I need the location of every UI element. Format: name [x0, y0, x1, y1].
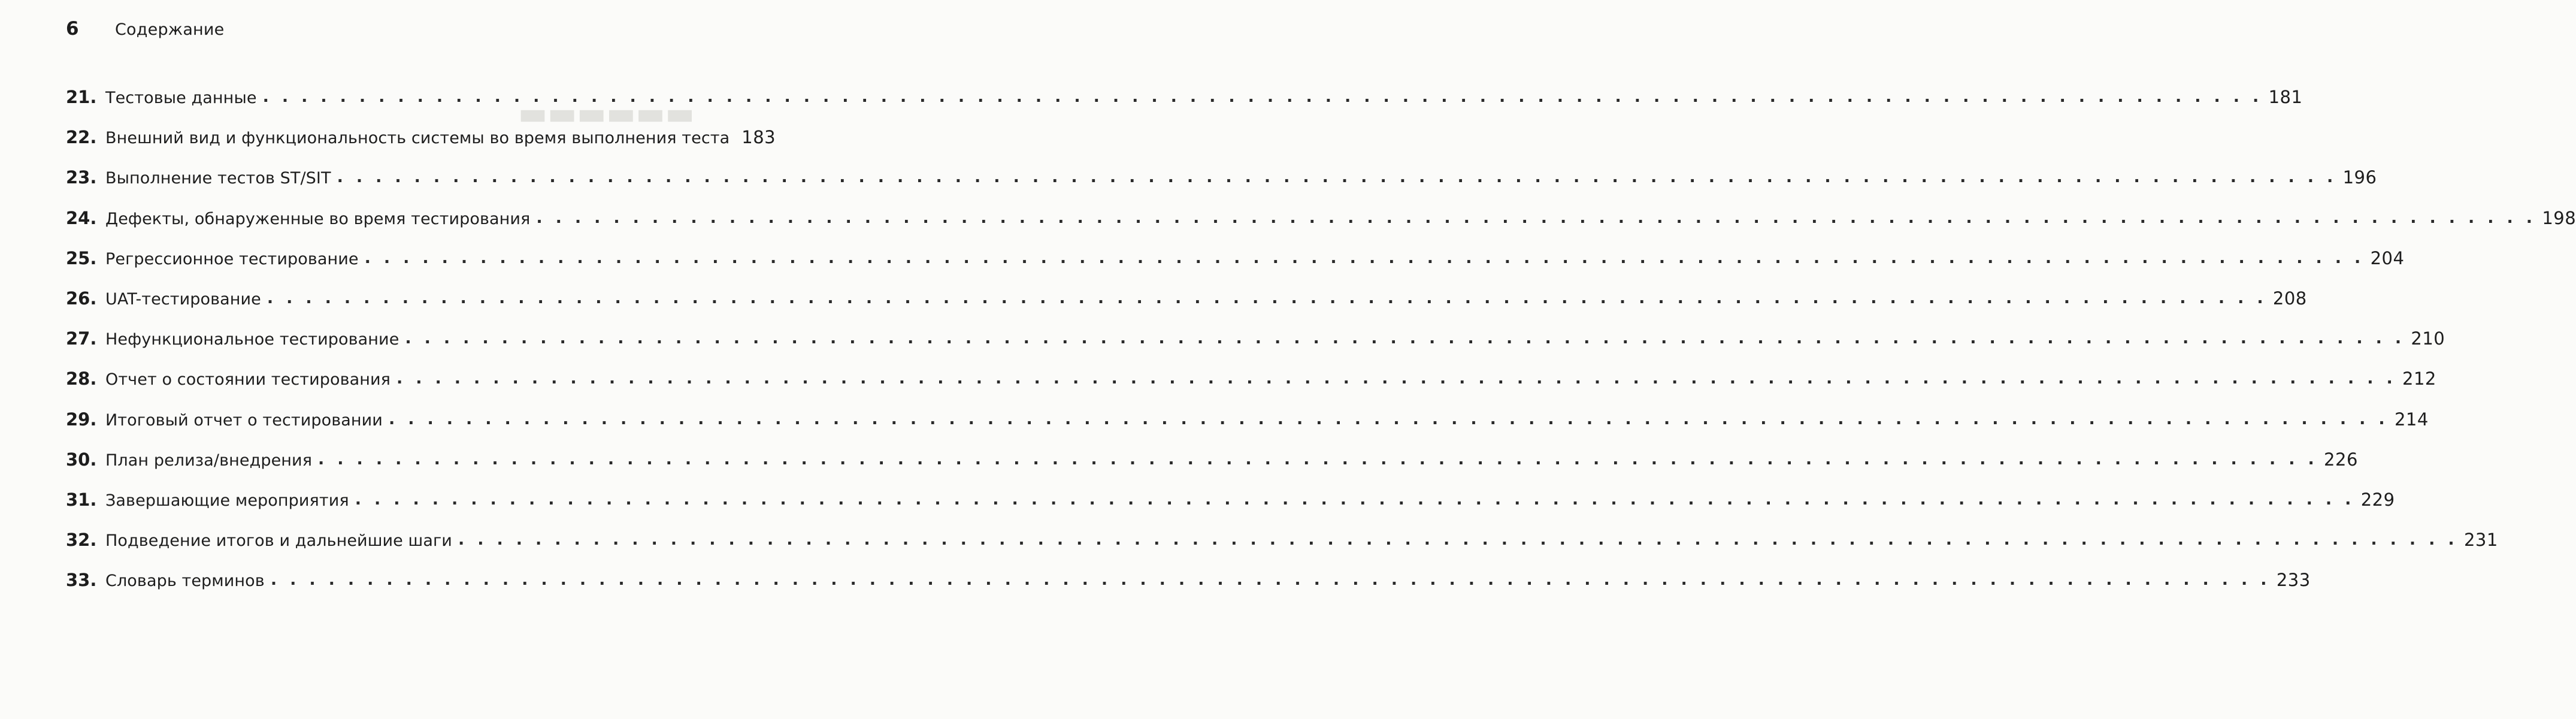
chapter-title: Регрессионное тестирование: [105, 249, 359, 268]
toc-entry-27: [66, 325, 2445, 365]
dot-leader: . . . . . . . . . . . . . . . . . . . . . . . . . . . . . . . . . . . . . . . . . . . . . . . . . . . . . . . . . . . . . . . . . . . . . . . . . . . . . . . . . . . . . . . . . . . . . . . . . . . . . . . .: [458, 530, 2458, 549]
toc-entry-26: [66, 285, 2307, 325]
page-ref: 196: [2342, 167, 2377, 188]
chapter-number: 21.: [66, 87, 97, 107]
toc-entry-31: [66, 487, 2395, 527]
page-ref: 183: [741, 127, 776, 148]
chapter-title: UAT-тестирование: [105, 289, 261, 309]
table-of-contents: [66, 84, 2576, 607]
chapter-number: 25.: [66, 247, 97, 268]
page-ref: 198: [2542, 207, 2576, 228]
page-ref: 214: [2394, 409, 2429, 430]
chapter-number: 27.: [66, 328, 97, 349]
dot-leader: . . . . . . . . . . . . . . . . . . . . . . . . . . . . . . . . . . . . . . . . . . . . . . . . . . . . . . . . . . . . . . . . . . . . . . . . . . . . . . . . . . . . . . . . . . . . . . . . . . . . . . . .: [364, 248, 2365, 267]
dot-leader: . . . . . . . . . . . . . . . . . . . . . . . . . . . . . . . . . . . . . . . . . . . . . . . . . . . . . . . . . . . . . . . . . . . . . . . . . . . . . . . . . . . . . . . . . . . . . . . . . . . . . . . .: [270, 570, 2271, 590]
page-ref: 231: [2463, 530, 2498, 551]
toc-entry-25: [66, 245, 2405, 285]
chapter-number: 26.: [66, 288, 97, 309]
page-ref: 181: [2268, 87, 2303, 107]
dot-leader: . . . . . . . . . . . . . . . . . . . . . . . . . . . . . . . . . . . . . . . . . . . . . . . . . . . . . . . . . . . . . . . . . . . . . . . . . . . . . . . . . . . . . . . . . . . . . . . . . . . . . . . .: [337, 168, 2337, 187]
toc-entry-24: [66, 205, 2576, 245]
show-through-decoration: ▬▬▬▬▬▬: [518, 96, 695, 132]
toc-entry-30: [66, 446, 2358, 487]
chapter-number: 24.: [66, 207, 97, 228]
toc-entry-32: [66, 527, 2498, 567]
dot-leader: . . . . . . . . . . . . . . . . . . . . . . . . . . . . . . . . . . . . . . . . . . . . . . . . . . . . . . . . . . . . . . . . . . . . . . . . . . . . . . . . . . . . . . . . . . . . . . . . . . . . . . . .: [355, 490, 2355, 509]
page-ref: 210: [2411, 328, 2445, 349]
chapter-title: Внешний вид и функциональность системы во время выполнения теста: [105, 129, 730, 148]
toc-entry-29: [66, 406, 2429, 446]
chapter-title: Нефункциональное тестирование: [105, 330, 399, 349]
chapter-number: 29.: [66, 409, 97, 430]
chapter-title: Подведение итогов и дальнейшие шаги: [105, 531, 452, 551]
toc-entry-23: [66, 164, 2377, 204]
chapter-number: 31.: [66, 489, 97, 510]
toc-entry-21: [66, 84, 2303, 124]
page-number: 6: [66, 18, 79, 40]
chapter-title: Отчет о состоянии тестирования: [105, 370, 391, 389]
page-ref: 229: [2360, 489, 2395, 510]
page-header: [66, 18, 224, 40]
chapter-title: Словарь терминов: [105, 572, 265, 591]
chapter-number: 28.: [66, 368, 97, 389]
chapter-title: Завершающие мероприятия: [105, 491, 349, 510]
dot-leader: . . . . . . . . . . . . . . . . . . . . . . . . . . . . . . . . . . . . . . . . . . . . . . . . . . . . . . . . . . . . . . . . . . . . . . . . . . . . . . . . . . . . . . . . . . . . . . . . . . . . . . . .: [405, 329, 2405, 348]
chapter-number: 23.: [66, 167, 97, 188]
toc-entry-33: [66, 567, 2311, 607]
dot-leader: . . . . . . . . . . . . . . . . . . . . . . . . . . . . . . . . . . . . . . . . . . . . . . . . . . . . . . . . . . . . . . . . . . . . . . . . . . . . . . . . . . . . . . . . . . . . . . . . . . . . . . . .: [536, 208, 2536, 227]
chapter-title: План релиза/внедрения: [105, 451, 313, 470]
page-ref: 226: [2324, 449, 2358, 470]
toc-entry-28: [66, 365, 2436, 406]
chapter-number: 33.: [66, 570, 97, 591]
chapter-title: Тестовые данные: [105, 89, 257, 107]
page-ref: 212: [2402, 368, 2436, 389]
dot-leader: . . . . . . . . . . . . . . . . . . . . . . . . . . . . . . . . . . . . . . . . . . . . . . . . . . . . . . . . . . . . . . . . . . . . . . . . . . . . . . . . . . . . . . . . . . . . . . . . . . . . . . . .: [262, 87, 2263, 106]
running-title: Содержание: [115, 20, 225, 39]
dot-leader: . . . . . . . . . . . . . . . . . . . . . . . . . . . . . . . . . . . . . . . . . . . . . . . . . . . . . . . . . . . . . . . . . . . . . . . . . . . . . . . . . . . . . . . . . . . . . . . . . . . . . . . .: [267, 288, 2267, 307]
toc-entry-22: [66, 124, 776, 164]
chapter-number: 30.: [66, 449, 97, 470]
chapter-title: Итоговый отчет о тестировании: [105, 410, 383, 430]
page-ref: 208: [2272, 288, 2307, 309]
dot-leader: . . . . . . . . . . . . . . . . . . . . . . . . . . . . . . . . . . . . . . . . . . . . . . . . . . . . . . . . . . . . . . . . . . . . . . . . . . . . . . . . . . . . . . . . . . . . . . . . . . . . . . . .: [318, 449, 2318, 469]
chapter-number: 32.: [66, 530, 97, 551]
chapter-title: Дефекты, обнаруженные во время тестирования: [105, 209, 531, 228]
chapter-number: 22.: [66, 127, 97, 148]
page-ref: 233: [2276, 570, 2311, 591]
page-ref: 204: [2370, 247, 2405, 268]
dot-leader: . . . . . . . . . . . . . . . . . . . . . . . . . . . . . . . . . . . . . . . . . . . . . . . . . . . . . . . . . . . . . . . . . . . . . . . . . . . . . . . . . . . . . . . . . . . . . . . . . . . . . . . .: [396, 369, 2397, 388]
dot-leader: . . . . . . . . . . . . . . . . . . . . . . . . . . . . . . . . . . . . . . . . . . . . . . . . . . . . . . . . . . . . . . . . . . . . . . . . . . . . . . . . . . . . . . . . . . . . . . . . . . . . . . . .: [388, 409, 2389, 428]
chapter-title: Выполнение тестов ST/SIT: [105, 169, 331, 188]
